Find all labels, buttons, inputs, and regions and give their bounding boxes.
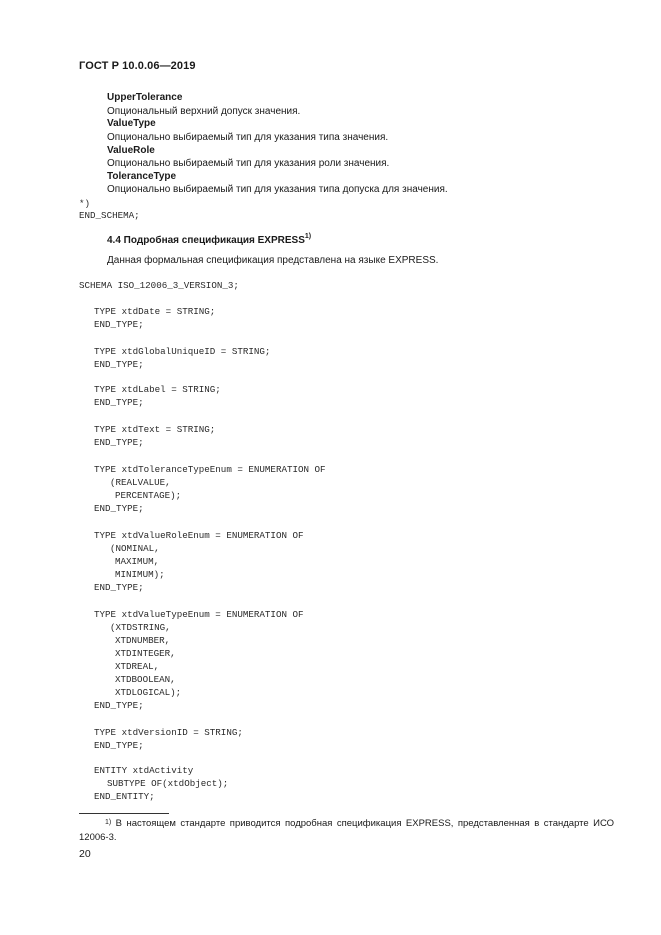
code-line: XTDLOGICAL); (115, 687, 182, 698)
footnote-mark: 1) (105, 819, 112, 826)
code-line: MAXIMUM, (115, 556, 160, 567)
footnote-text: В настоящем стандарте приводится подробная спецификация EXPRESS, представленная в стандарте ИСО 12006-3. (79, 818, 614, 843)
section-paragraph: Данная формальная спецификация представлена на языке EXPRESS. (107, 255, 439, 266)
attribute-description-upper-tolerance: Опциональный верхний допуск значения. (107, 106, 301, 117)
code-line: XTDBOOLEAN, (115, 674, 176, 685)
code-line: XTDREAL, (115, 661, 160, 672)
page-header: ГОСТ Р 10.0.06—2019 (79, 60, 196, 72)
code-line: TYPE xtdLabel = STRING; (94, 384, 221, 395)
code-line: (NOMINAL, (110, 543, 160, 554)
code-line: TYPE xtdValueRoleEnum = ENUMERATION OF (94, 530, 304, 541)
attribute-description-value-type: Опционально выбираемый тип для указания типа значения. (107, 132, 389, 143)
attribute-description-value-role: Опционально выбираемый тип для указания роли значения. (107, 158, 390, 169)
page-number: 20 (79, 848, 91, 860)
code-line: SCHEMA ISO_12006_3_VERSION_3; (79, 280, 239, 291)
code-line: END_TYPE; (94, 437, 144, 448)
footnote-reference: 1) (304, 233, 312, 240)
attribute-description-tolerance-type: Опционально выбираемый тип для указания типа допуска для значения. (107, 184, 448, 195)
code-line: TYPE xtdGlobalUniqueID = STRING; (94, 346, 271, 357)
code-line: END_TYPE; (94, 397, 144, 408)
code-line: (XTDSTRING, (110, 622, 171, 633)
attribute-name-tolerance-type: ToleranceType (107, 171, 177, 182)
code-line: END_TYPE; (94, 359, 144, 370)
code-line: (REALVALUE, (110, 477, 171, 488)
code-line: TYPE xtdDate = STRING; (94, 306, 216, 317)
code-end-schema: END_SCHEMA; (79, 210, 140, 221)
code-line: END_TYPE; (94, 319, 144, 330)
footnote-divider (79, 813, 169, 814)
code-line: MINIMUM); (115, 569, 165, 580)
code-line: END_TYPE; (94, 740, 144, 751)
section-heading (107, 235, 311, 246)
attribute-name-value-type: ValueType (107, 118, 156, 129)
code-line: END_TYPE; (94, 582, 144, 593)
code-line: TYPE xtdToleranceTypeEnum = ENUMERATION OF (94, 464, 326, 475)
code-comment-close: *) (79, 198, 91, 209)
code-line: TYPE xtdVersionID = STRING; (94, 727, 243, 738)
code-line: XTDNUMBER, (115, 635, 171, 646)
code-line: SUBTYPE OF(xtdObject); (107, 778, 229, 789)
code-line: XTDINTEGER, (115, 648, 176, 659)
code-line: END_ENTITY; (94, 791, 155, 802)
code-line: TYPE xtdValueTypeEnum = ENUMERATION OF (94, 609, 304, 620)
footnote (79, 817, 614, 845)
code-line: END_TYPE; (94, 700, 144, 711)
code-line: TYPE xtdText = STRING; (94, 424, 216, 435)
attribute-name-upper-tolerance: UpperTolerance (107, 92, 183, 103)
attribute-name-value-role: ValueRole (107, 145, 155, 156)
code-line: PERCENTAGE); (115, 490, 182, 501)
section-heading-text: 4.4 Подробная спецификация EXPRESS (107, 235, 305, 246)
code-line: ENTITY xtdActivity (94, 765, 194, 776)
code-line: END_TYPE; (94, 503, 144, 514)
